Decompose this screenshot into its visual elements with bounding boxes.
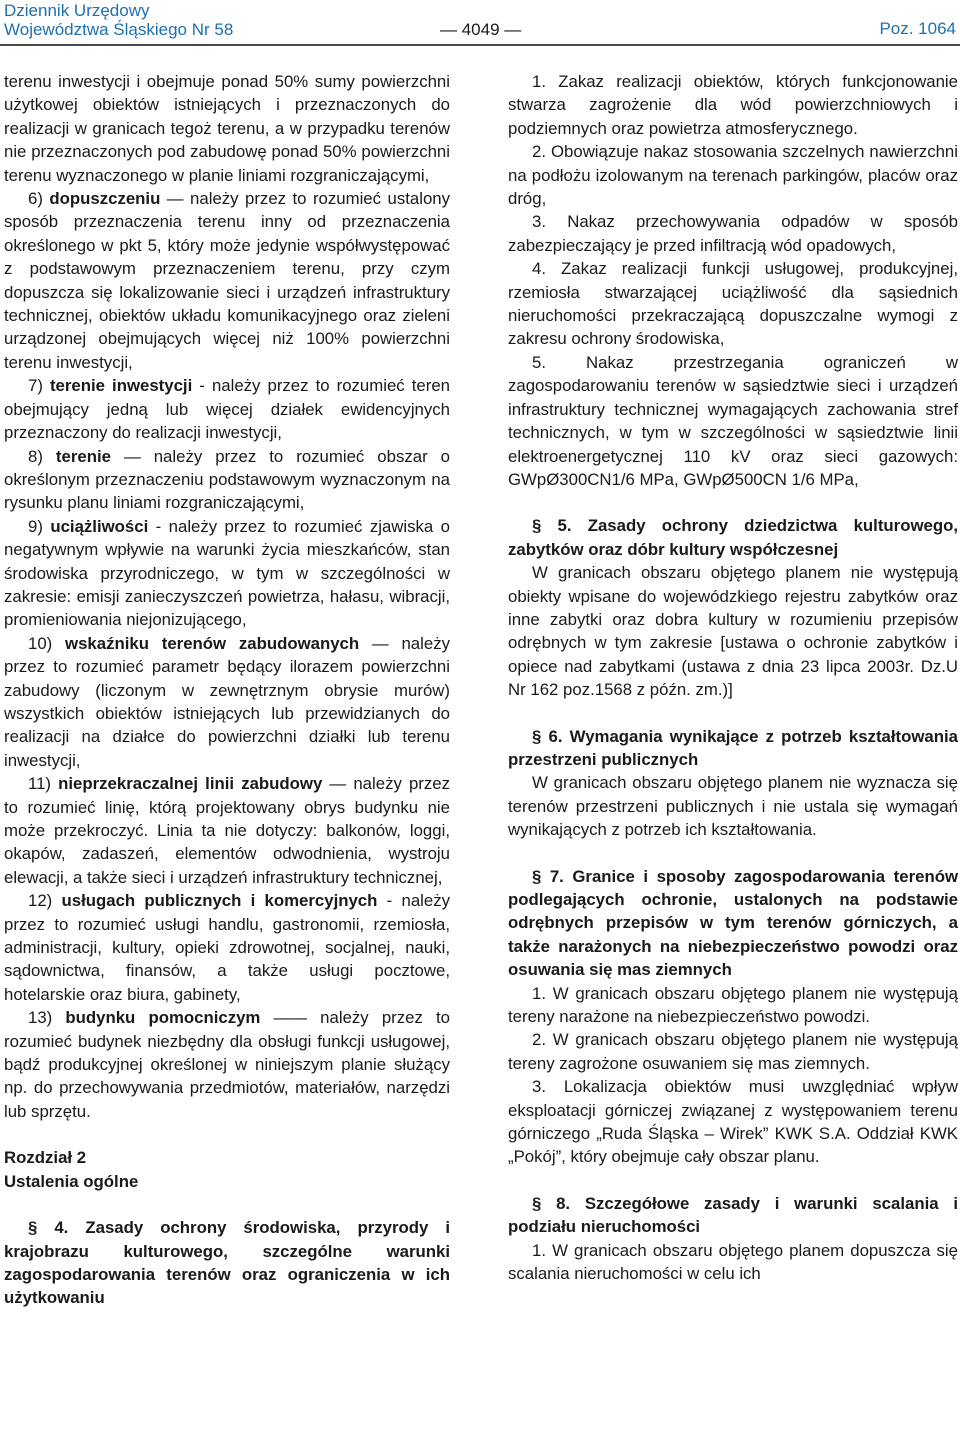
chapter-subtitle: Ustalenia ogólne <box>4 1171 139 1191</box>
publication-title <box>4 1 233 39</box>
section-8-item-1: 1. W granicach obszaru objętego planem dopuszcza się scalania nieruchomości w celu ich <box>508 1240 958 1284</box>
section-5-text: W granicach obszaru objętego planem nie występują obiekty wpisane do wojewódzkiego rejestru zabytków oraz inne zabytki oraz dobra kultury w rozumieniu przepisów odrębnych w tym zakresie [ustawa o ochronie zabytków i opiece nad zabytkami (ustawa z dnia 23 lipca 2003r. Dz.U Nr 162 poz.1568 z późn. zm.)] <box>508 563 958 700</box>
publication-line-2: Województwa Śląskiego Nr 58 <box>4 20 234 39</box>
section-4-item-4: 4. Zakaz realizacji funkcji usługowej, produkcyjnej, rzemiosła stwarzającej uciążliwość dla sąsiednich nieruchomości przekraczającą dopuszczalne wymogi z zakresu ochrony środowiska, <box>508 259 958 349</box>
definition-term: wskaźniku terenów zabudowanych <box>65 633 360 653</box>
spacer <box>508 842 958 865</box>
section-6-heading: § 6. Wymagania wynikające z potrzeb kształtowania przestrzeni publicznych <box>508 726 958 769</box>
definition-term: budynku pomocniczym <box>65 1008 261 1028</box>
header-rule <box>0 44 960 46</box>
spacer <box>508 702 958 725</box>
definition-text: — należy przez to rozumieć obszar o określonym przeznaczeniu podstawowym wyznaczonym na rysunku planu liniami rozgraniczającymi, <box>4 446 450 513</box>
section-4-heading: § 4. Zasady ochrony środowiska, przyrody i krajobrazu kulturowego, szczególne warunki zagospodarowania terenów oraz ograniczenia w ich użytkowaniu <box>4 1218 450 1308</box>
section-5-heading: § 5. Zasady ochrony dziedzictwa kulturowego, zabytków oraz dóbr kultury współczesnej <box>508 516 958 559</box>
publication-line-1: Dziennik Urzędowy <box>4 1 150 20</box>
definition-term: nieprzekraczalnej linii zabudowy <box>58 774 323 794</box>
definition-text: — należy przez to rozumieć parametr będący ilorazem powierzchni zabudowy (liczonym w zewnętrznym obrysie murów) wszystkich obiektów istniejących lub przewidzianych do realizacji na działce do powierzchni działki lub terenu inwestycji, <box>4 633 450 770</box>
definition-7 <box>4 374 450 444</box>
section-8-heading: § 8. Szczegółowe zasady i warunki scalania i podziału nieruchomości <box>508 1193 958 1237</box>
spacer <box>508 491 958 514</box>
definition-10 <box>4 632 450 772</box>
section-7-item-1: 1. W granicach obszaru objętego planem nie występują tereny narażone na niebezpieczeństwo powodzi. <box>508 983 958 1027</box>
spacer <box>4 1123 450 1146</box>
section-6-text: W granicach obszaru objętego planem nie wyznacza się terenów przestrzeni publicznych i nie ustala się wymagań wynikających z potrzeb ich kształtowania. <box>508 773 958 840</box>
section-7-heading: § 7. Granice i sposoby zagospodarowania terenów podlegających ochronie, ustalonych na podstawie odrębnych przepisów w tym terenów górniczych, a także narażonych na niebezpieczeństwo powodzi oraz osuwania się mas ziemnych <box>508 866 958 980</box>
definition-text: - należy przez to rozumieć usługi handlu, gastronomii, rzemiosła, administracji, kultury, opieki zdrowotnej, socjalnej, nauki, sądownictwa, finansów, a także usługi pocztowe, hotelarskie oraz biura, gabinety, <box>4 891 450 1004</box>
definition-number: 11) <box>28 774 59 794</box>
section-7-item-3: 3. Lokalizacja obiektów musi uwzględniać wpływ eksploatacji górniczej związanej z występowaniem terenu górniczego „Ruda Śląska – Wirek” KWK S.A. Oddział KWK „Pokój”, który obejmuje cały obszar planu. <box>508 1077 958 1167</box>
definition-term: terenie <box>55 446 111 466</box>
section-7-item-2: 2. W granicach obszaru objętego planem nie występują tereny zagrożone osuwaniem się mas ziemnych. <box>508 1030 958 1073</box>
definition-number: 12) <box>28 891 62 911</box>
definition-13 <box>4 1006 450 1123</box>
section-4-item-2: 2. Obowiązuje nakaz stosowania szczelnych nawierzchni na podłożu izolowanym na terenach parkingów, placów oraz dróg, <box>508 142 958 209</box>
definition-9 <box>4 515 450 632</box>
definition-12 <box>4 889 450 1006</box>
definition-term: dopuszczeniu <box>49 189 161 209</box>
definition-11 <box>4 772 450 889</box>
definition-number: 13) <box>28 1008 66 1028</box>
definition-number: 9) <box>28 516 51 536</box>
left-column <box>4 70 450 1310</box>
section-4-item-1: 1. Zakaz realizacji obiektów, których funkcjonowanie stwarza zagrożenie dla wód powierzchniowych i podziemnych oraz powietrza atmosferycznego. <box>508 72 958 138</box>
definition-term: uciążliwości <box>50 516 149 536</box>
definition-text: —— należy przez to rozumieć budynek niezbędny dla obsługi funkcji usługowej, bądź produkcyjnej określonej w niniejszym planie służący np. do przechowywania przedmiotów, materiałów, narzędzi lub sprzętu. <box>4 1008 450 1121</box>
right-column <box>508 70 958 1286</box>
section-4-item-5: 5. Nakaz przestrzegania ograniczeń w zagospodarowaniu terenów w sąsiedztwie sieci i urządzeń infrastruktury technicznej wymagających zachowania stref technicznych, w tym w szczególności w sąsiedztwie linii elektroenergetycznej 110 kV oraz sieci gazowych: GWpØ300CN1/6 MPa, GWpØ500CN 1/6 MPa, <box>508 352 958 489</box>
definition-number: 7) <box>28 376 50 396</box>
intro-paragraph: terenu inwestycji i obejmuje ponad 50% sumy powierzchni użytkowej obiektów istniejących i przeznaczonych do realizacji w granicach tegoż terenu, a w przypadku terenów nie przeznaczonych pod zabudowę ponad 50% powierzchni terenu wyznaczonego w planie liniami rozgraniczającymi, <box>4 72 450 185</box>
spacer <box>4 1193 450 1216</box>
spacer <box>508 1169 958 1192</box>
definition-text: - należy przez to rozumieć teren obejmujący jedną lub więcej działek ewidencyjnych przeznaczony do realizacji inwestycji, <box>4 376 450 443</box>
definition-text: - należy przez to rozumieć zjawiska o negatywnym wpływie na warunki życia mieszkańców, stan środowiska przyrodniczego, w tym w szczególności w zakresie: emisji zanieczyszczeń powietrza, hałasu, wibracji, promieniowania niejonizującego, <box>4 516 450 630</box>
definition-number: 8) <box>28 446 56 466</box>
definition-text: — należy przez to rozumieć ustalony sposób przeznaczenia terenu inny od przeznaczenia określonego w pkt 5, który może jedynie współwystępować z podstawowym przeznaczeniem terenu, przy czym dopuszcza się lokalizowanie sieci i urządzeń infrastruktury technicznej, obiektów układu komunikacyjnego oraz zieleni urządzonej obejmujących więcej niż 100% powierzchni terenu inwestycji, <box>4 189 450 372</box>
definition-number: 10) <box>28 633 66 653</box>
definition-8 <box>4 445 450 515</box>
page-header <box>0 0 960 46</box>
definition-term: usługach publicznych i komercyjnych <box>61 891 378 911</box>
position-number: Poz. 1064 <box>879 19 956 38</box>
definition-6 <box>4 187 450 374</box>
definition-number: 6) <box>28 189 50 209</box>
definition-term: terenie inwestycji <box>49 376 193 396</box>
page-number: — 4049 — <box>440 20 522 39</box>
chapter-title: Rozdział 2 <box>4 1148 87 1168</box>
section-4-item-3: 3. Nakaz przechowywania odpadów w sposób zabezpieczający je przed infiltracją wód opadowych, <box>508 212 958 255</box>
definition-text: — należy przez to rozumieć linię, którą projektowany obrys budynku nie może przekroczyć. Linia ta nie dotyczy: balkonów, loggi, okapów, zadaszeń, elementów odwodnienia, wystroju elewacji, a także sieci i urządzeń infrastruktury technicznej, <box>4 774 451 887</box>
